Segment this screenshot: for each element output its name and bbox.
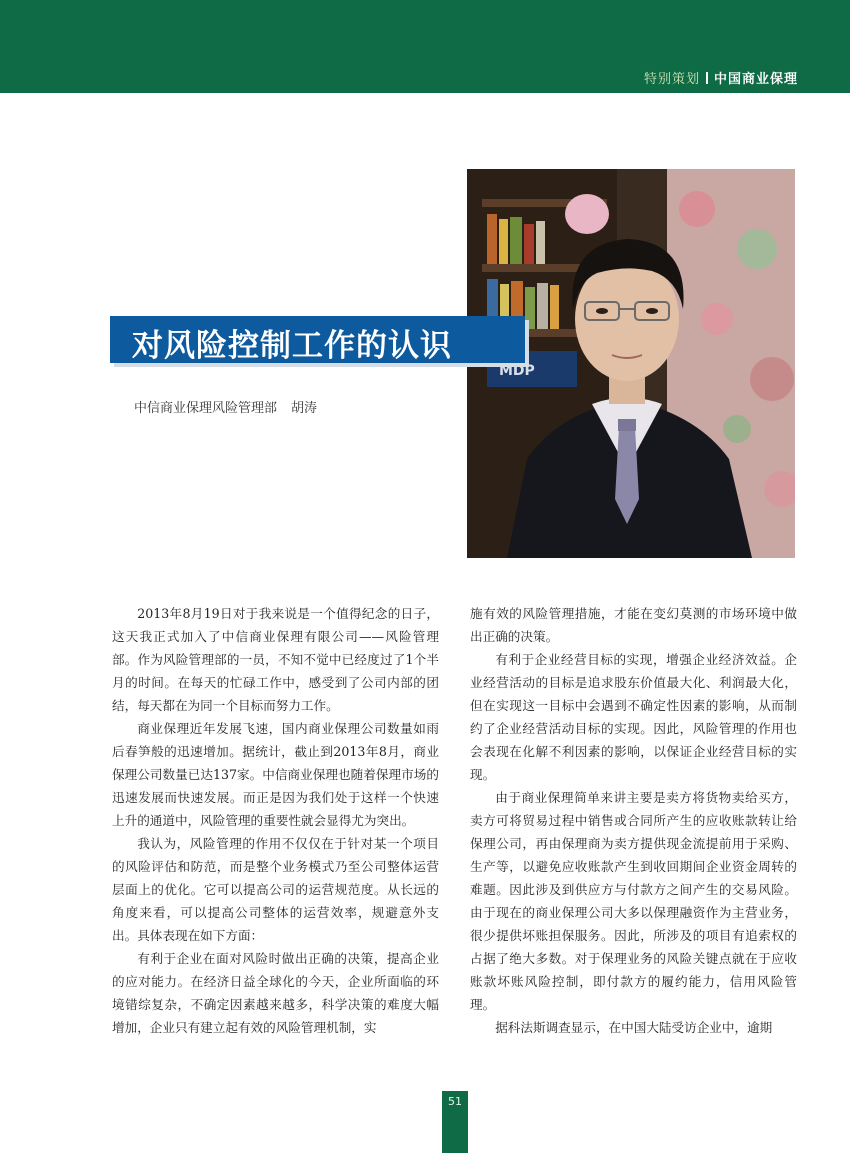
- page-number: 51: [448, 1095, 462, 1108]
- article-title: 对风险控制工作的认识: [132, 328, 452, 364]
- byline: [134, 397, 317, 416]
- right-column: [470, 602, 797, 1039]
- paragraph: 据科法斯调查显示，在中国大陆受访企业中，逾期: [495, 1020, 773, 1035]
- page-number-tab: [442, 1091, 468, 1153]
- author-photo: [467, 169, 795, 558]
- header-tags: [644, 68, 798, 87]
- paragraph: 有利于企业经营目标的实现，增强企业经济效益。企业经营活动的目标是追求股东价值最大化、利润最大化，但在实现这一目标中会遇到不确定性因素的影响，从而制约了企业经营活动目标的实现。因此，风险管理的作用也会表现在化解不利因素的影响，以保证企业经营目标的实现。: [470, 652, 797, 782]
- author-portrait-icon: [467, 169, 795, 558]
- paragraph: 2013年8月19日对于我来说是一个值得纪念的日子，这天我正式加入了中信商业保理有限公司——风险管理部。作为风险管理部的一员，不知不觉中已经度过了1个半月的时间。在每天的忙碌工作中，感受到了公司内部的团结，每天都在为同一个目标而努力工作。: [112, 606, 439, 713]
- byline-author: 胡涛: [291, 401, 318, 416]
- paragraph: 我认为，风险管理的作用不仅仅在于针对某一个项目的风险评估和防范，而是整个业务模式乃至公司整体运营层面上的优化。它可以提高公司的运营规范度。从长远的角度来看，可以提高公司整体的运营效率，规避意外支出。具体表现在如下方面：: [112, 836, 439, 943]
- paragraph-continuation: 施有效的风险管理措施，才能在变幻莫测的市场环境中做出正确的决策。: [470, 606, 797, 644]
- issue-label: 中国商业保理: [713, 72, 798, 87]
- paragraph: 商业保理近年发展飞速，国内商业保理公司数量如雨后春笋般的迅速增加。据统计，截止到2013年8月，商业保理公司数量已达137家。中信商业保理也随着保理市场的迅速发展而快速发展。而正是因为我们处于这样一个快速上升的通道中，风险管理的重要性就会显得尤为突出。: [112, 721, 439, 828]
- byline-org: 中信商业保理风险管理部: [134, 401, 278, 416]
- header-band: [0, 0, 850, 93]
- svg-text:MDP: MDP: [499, 363, 535, 379]
- paragraph: 由于商业保理简单来讲主要是卖方将货物卖给买方，卖方可将贸易过程中销售或合同所产生的应收账款转让给保理公司，再由保理商为卖方提供现金流提前用于采购、生产等，以避免应收账款产生到收回期间企业资金周转的难题。因此涉及到供应方与付款方之间产生的交易风险。由于现在的商业保理公司大多以保理融资作为主营业务，很少提供坏账担保服务。因此，所涉及的项目有追索权的占据了绝大多数。对于保理业务的风险关键点就在于应收账款坏账风险控制，即付款方的履约能力，信用风险管理。: [470, 790, 797, 1012]
- paragraph: 有利于企业在面对风险时做出正确的决策，提高企业的应对能力。在经济日益全球化的今天，企业所面临的环境错综复杂，不确定因素越来越多，科学决策的难度大幅增加，企业只有建立起有效的风险管理机制，实: [112, 951, 439, 1035]
- section-label: 特别策划: [643, 72, 700, 87]
- article-title-box: [110, 316, 525, 363]
- left-column: [112, 602, 439, 1039]
- header-divider: [706, 72, 708, 84]
